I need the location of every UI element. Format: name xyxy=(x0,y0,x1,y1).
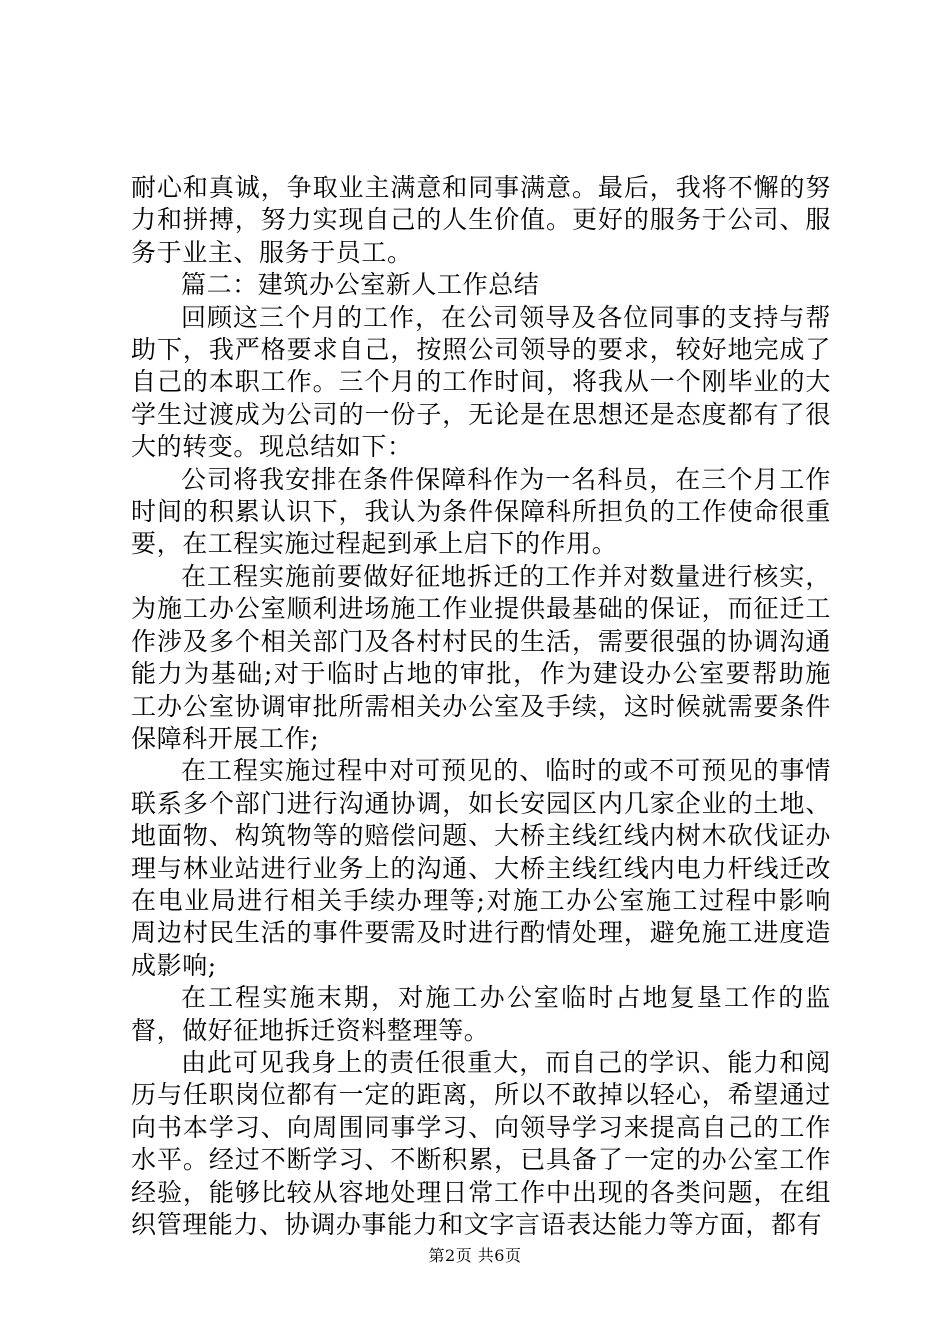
page-number-footer: 第2页 共6页 xyxy=(428,1246,522,1265)
paragraph-1: 耐心和真诚，争取业主满意和同事满意。最后，我将不懈的努力和拼搏，努力实现自己的人生价值。更好的服务于公司、服务于业主、服务于员工。 xyxy=(131,173,831,267)
section-heading: 篇二：建筑办公室新人工作总结 xyxy=(181,270,540,300)
paragraph-8: 由此可见我身上的责任很重大，而自己的学识、能力和阅历与任职岗位都有一定的距离，所以不敢掉以轻心，希望通过向书本学习、向周围同事学习、向领导学习来提高自己的工作水平。经过不断学习、不断积累，已具备了一定的办公室工作经验，能够比较从容地处理日常工作中出现的各类问题，在组织管理能力、协调办事能力和文字言语表达能力等方面，都有 xyxy=(131,1047,831,1239)
document-body xyxy=(131,172,831,1241)
paragraph-7: 在工程实施末期，对施工办公室临时占地复垦工作的监督，做好征地拆迁资料整理等。 xyxy=(131,983,831,1045)
paragraph-4: 公司将我安排在条件保障科作为一名科员，在三个月工作时间的积累认识下，我认为条件保障科所担负的工作使命很重要，在工程实施过程起到承上启下的作用。 xyxy=(131,464,831,559)
paragraph-6: 在工程实施过程中对可预见的、临时的或不可预见的事情联系多个部门进行沟通协调，如长安园区内几家企业的土地、地面物、构筑物等的赔偿问题、大桥主线红线内树木砍伐证办理与林业站进行业务上的沟通、大桥主线红线内电力杆线迁改在电业局进行相关手续办理等;对施工办公室施工过程中影响周边村民生活的事件要需及时进行酌情处理，避免施工进度造成影响; xyxy=(131,756,831,980)
paragraph-3: 回顾这三个月的工作，在公司领导及各位同事的支持与帮助下，我严格要求自己，按照公司领导的要求，较好地完成了自己的本职工作。三个月的工作时间，将我从一个刚毕业的大学生过渡成为公司的一份子，无论是在思想还是态度都有了很大的转变。现总结如下： xyxy=(131,302,831,462)
paragraph-5: 在工程实施前要做好征地拆迁的工作并对数量进行核实，为施工办公室顺利进场施工作业提供最基础的保证，而征迁工作涉及多个相关部门及各村村民的生活，需要很强的协调沟通能力为基础;对于临时占地的审批，作为建设办公室要帮助施工办公室协调审批所需相关办公室及手续，这时候就需要条件保障科开展工作; xyxy=(131,561,831,753)
